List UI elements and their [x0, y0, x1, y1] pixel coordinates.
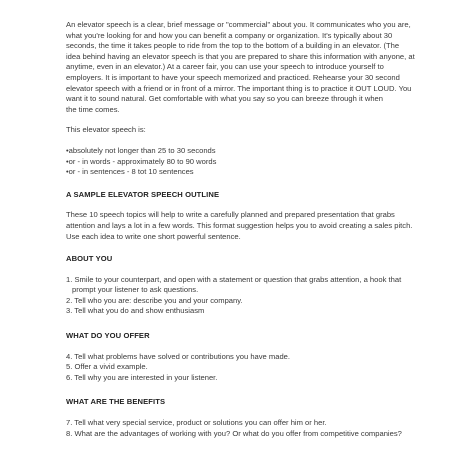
criteria-item: •absolutely not longer than 25 to 30 seconds [66, 145, 216, 155]
list-item: 3. Tell what you do and show enthusiasm [66, 306, 205, 316]
list-item: 4. Tell what problems have solved or contributions you have made. [66, 351, 290, 361]
text-line: These 10 speech topics will help to write a carefully planned and prepared presentation that grabs [66, 210, 395, 220]
list-item: 5. Offer a vivid example. [66, 362, 148, 372]
text-line: the time comes. [66, 104, 120, 114]
text-line: Use each idea to write one short powerful sentence. [66, 231, 241, 241]
list-item: 1. Smile to your counterpart, and open with a statement or question that grabs attention, a hook that [66, 274, 402, 284]
text-line: seconds, the time it takes people to ride from the top to the bottom of a building in an elevator. (The [66, 41, 400, 51]
section-heading: ABOUT YOU [66, 254, 113, 264]
benefits-section [66, 397, 444, 439]
criteria-intro: This elevator speech is: [66, 125, 146, 135]
text-line: want it to sound natural. Get comfortable with what you say so you can breeze through it when [66, 94, 384, 104]
list-item: 8. What are the advantages of working with you? Or what do you offer from competitive companies? [66, 428, 402, 438]
list-item: 6. Tell why you are interested in your listener. [66, 372, 218, 382]
list-item: 7. Tell what very special service, product or solutions you can offer him or her. [66, 418, 327, 428]
list-item: 2. Tell who you are: describe you and your company. [66, 295, 243, 305]
text-line: what you're looking for and how you can benefit a company or organization. It's typically about 30 [66, 30, 393, 40]
outline-section [66, 190, 444, 242]
criteria-section [66, 125, 444, 177]
text-line: idea behind having an elevator speech is that you are prepared to share this information with anyone, at [66, 51, 415, 61]
text-line: An elevator speech is a clear, brief message or "commercial" about you. It communicates who you are, [66, 20, 411, 29]
criteria-item: •or - in sentences - 8 tot 10 sentences [66, 167, 194, 177]
intro-paragraph [66, 20, 444, 115]
section-heading: A SAMPLE ELEVATOR SPEECH OUTLINE [66, 189, 220, 199]
text-line: attention and lays a lot in a few words. This format suggestion helps you to avoid creating a sales pitch. [66, 220, 413, 230]
text-line: elevator speech with a friend or in front of a mirror. The important thing is to practice it OUT LOUD. You [66, 83, 412, 93]
criteria-item: •or - in words - approximately 80 to 90 words [66, 156, 217, 166]
text-line: employers. It is important to have your speech memorized and practiced. Rehearse your 30 second [66, 72, 400, 82]
offer-section [66, 331, 444, 383]
section-heading: WHAT ARE THE BENEFITS [66, 397, 166, 407]
about-you-section [66, 254, 444, 317]
section-heading: WHAT DO YOU OFFER [66, 331, 150, 341]
list-item-continuation: prompt your listener to ask questions. [72, 285, 199, 295]
text-line: anytime, even in an elevator.) At a career fair, you can use your speech to introduce yourself to [66, 62, 384, 72]
